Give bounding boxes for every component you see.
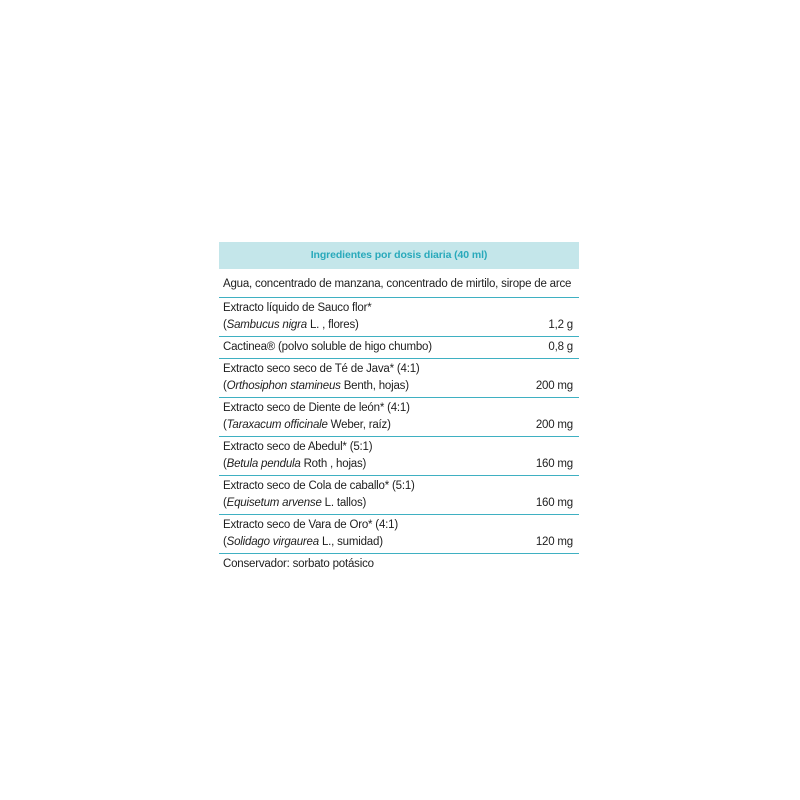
ingredient-amount: 160 mg xyxy=(535,458,573,470)
ingredient-source: (Sambucus nigra L. , flores) xyxy=(223,319,359,331)
ingredient-amount: 120 mg xyxy=(535,536,573,548)
ingredient-source: (Solidago virgaurea L., sumidad) xyxy=(223,536,383,548)
table-row xyxy=(219,298,579,337)
source-detail: L. tallos) xyxy=(321,497,367,509)
table-row xyxy=(219,437,579,476)
ingredient-amount: 200 mg xyxy=(535,380,573,392)
table-row xyxy=(219,476,579,515)
source-detail: L. , flores) xyxy=(306,319,359,331)
latin-name: Sambucus nigra xyxy=(226,319,307,331)
table-row xyxy=(219,398,579,437)
ingredient-amount: 160 mg xyxy=(535,497,573,509)
table-row xyxy=(219,359,579,398)
ingredient-name: Extracto líquido de Sauco flor* xyxy=(223,302,372,314)
preservative-note: Conservador: sorbato potásico xyxy=(223,558,374,570)
ingredient-name: Extracto seco de Vara de Oro* (4:1) xyxy=(223,519,398,531)
table-header: Ingredientes por dosis diaria (40 ml) xyxy=(219,242,579,269)
latin-name: Orthosiphon stamineus xyxy=(226,380,341,392)
latin-name: Equisetum arvense xyxy=(226,497,322,509)
source-detail: Roth , hojas) xyxy=(300,458,367,470)
ingredient-source: (Orthosiphon stamineus Benth, hojas) xyxy=(223,380,409,392)
latin-name: Solidago virgaurea xyxy=(226,536,319,548)
ingredient-name: Extracto seco de Abedul* (5:1) xyxy=(223,441,373,453)
source-detail: Benth, hojas) xyxy=(340,380,409,392)
base-ingredients: Agua, concentrado de manzana, concentrado de mirtilo, sirope de arce xyxy=(219,269,579,298)
ingredient-source: (Equisetum arvense L. tallos) xyxy=(223,497,367,509)
latin-name: Betula pendula xyxy=(226,458,301,470)
ingredient-source: (Betula pendula Roth , hojas) xyxy=(223,458,367,470)
ingredient-name: Extracto seco seco de Té de Java* (4:1) xyxy=(223,363,420,375)
table-row xyxy=(219,337,579,359)
source-detail: L., sumidad) xyxy=(318,536,383,548)
ingredient-name: Extracto seco de Cola de caballo* (5:1) xyxy=(223,480,415,492)
ingredient-source: (Taraxacum officinale Weber, raíz) xyxy=(223,419,391,431)
ingredient-amount: 0,8 g xyxy=(548,341,573,353)
ingredient-amount: 1,2 g xyxy=(548,319,573,331)
latin-name: Taraxacum officinale xyxy=(226,419,328,431)
ingredient-name: Extracto seco de Diente de león* (4:1) xyxy=(223,402,410,414)
ingredients-table xyxy=(219,242,579,575)
source-detail: Weber, raíz) xyxy=(327,419,391,431)
ingredient-amount: 200 mg xyxy=(535,419,573,431)
table-row xyxy=(219,515,579,554)
ingredient-name: Cactinea® (polvo soluble de higo chumbo) xyxy=(223,341,432,353)
